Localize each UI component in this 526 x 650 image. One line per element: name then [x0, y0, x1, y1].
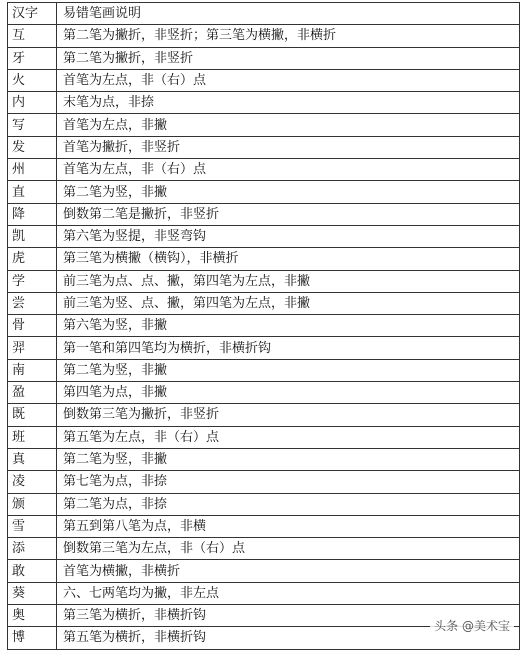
character-cell: 凯: [8, 225, 57, 247]
explanation-cell: 前三笔为竖、点、撇，第四笔为左点，非撇: [57, 292, 520, 314]
explanation-cell: 第二笔为撇折，非竖折；第三笔为横撇，非横折: [57, 25, 520, 47]
character-cell: 学: [8, 270, 57, 292]
table-row: [8, 448, 520, 470]
explanation-cell: 第四笔为点，非撇: [57, 382, 520, 404]
character-cell: 虎: [8, 248, 57, 270]
table-header-row: [8, 3, 520, 25]
character-cell: 颁: [8, 493, 57, 515]
explanation-cell: 第六笔为竖提，非竖弯钩: [57, 225, 520, 247]
character-cell: 雪: [8, 515, 57, 537]
character-cell: 互: [8, 25, 57, 47]
watermark: 头条 @美术宝: [430, 616, 514, 635]
table-row: [8, 114, 520, 136]
character-cell: 直: [8, 181, 57, 203]
character-cell: 既: [8, 404, 57, 426]
explanation-cell: 第二笔为竖，非撇: [57, 448, 520, 470]
explanation-cell: 六、七两笔均为撇，非左点: [57, 582, 520, 604]
table-row: [8, 292, 520, 314]
explanation-cell: 第五到第八笔为点，非横: [57, 515, 520, 537]
table-row: [8, 538, 520, 560]
table-row: [8, 270, 520, 292]
table-row: [8, 515, 520, 537]
explanation-cell: 第六笔为竖，非撇: [57, 315, 520, 337]
explanation-cell: 第二笔为点，非捺: [57, 493, 520, 515]
table-row: [8, 471, 520, 493]
character-cell: 添: [8, 538, 57, 560]
explanation-cell: 倒数第二笔是撇折，非竖折: [57, 203, 520, 225]
character-cell: 盈: [8, 382, 57, 404]
explanation-cell: 前三笔为点、点、撇，第四笔为左点，非撇: [57, 270, 520, 292]
explanation-cell: 首笔为左点，非（右）点: [57, 69, 520, 91]
character-cell: 班: [8, 426, 57, 448]
character-cell: 尝: [8, 292, 57, 314]
explanation-cell: 第三笔为横折，非横折钩: [57, 605, 520, 627]
character-cell: 葵: [8, 582, 57, 604]
table-row: [8, 181, 520, 203]
explanation-cell: 倒数第三笔为左点，非（右）点: [57, 538, 520, 560]
explanation-cell: 第七笔为点，非捺: [57, 471, 520, 493]
explanation-cell: 第二笔为撇折，非竖折: [57, 47, 520, 69]
table-row: [8, 315, 520, 337]
table-row: [8, 337, 520, 359]
character-cell: 降: [8, 203, 57, 225]
explanation-cell: 第三笔为横撇（横钩），非横折: [57, 248, 520, 270]
table-row: [8, 136, 520, 158]
character-cell: 发: [8, 136, 57, 158]
header-explanation: 易错笔画说明: [57, 3, 520, 25]
table-row: [8, 248, 520, 270]
explanation-cell: 首笔为左点，非撇: [57, 114, 520, 136]
table-row: [8, 404, 520, 426]
table-row: [8, 225, 520, 247]
table-row: [8, 560, 520, 582]
table-row: [8, 359, 520, 381]
table-row: [8, 382, 520, 404]
explanation-cell: 第二笔为竖，非撇: [57, 181, 520, 203]
character-cell: 奥: [8, 605, 57, 627]
explanation-cell: 第五笔为左点，非（右）点: [57, 426, 520, 448]
table-row: [8, 25, 520, 47]
character-cell: 羿: [8, 337, 57, 359]
table-row: [8, 69, 520, 91]
stroke-error-table: [7, 2, 520, 650]
table-row: [8, 493, 520, 515]
table-row: [8, 582, 520, 604]
explanation-cell: 倒数第三笔为撇折，非竖折: [57, 404, 520, 426]
table-row: [8, 47, 520, 69]
character-cell: 博: [8, 627, 57, 649]
header-character: 汉字: [8, 3, 57, 25]
explanation-cell: 第五笔为横折，非横折钩: [57, 627, 520, 649]
character-cell: 凌: [8, 471, 57, 493]
character-cell: 写: [8, 114, 57, 136]
character-cell: 真: [8, 448, 57, 470]
explanation-cell: 第二笔为竖，非撇: [57, 359, 520, 381]
explanation-cell: 末笔为点，非捺: [57, 92, 520, 114]
character-cell: 敢: [8, 560, 57, 582]
explanation-cell: 第一笔和第四笔均为横折，非横折钩: [57, 337, 520, 359]
table-body: [8, 3, 520, 650]
table-row: [8, 203, 520, 225]
table-row: [8, 426, 520, 448]
table-row: [8, 92, 520, 114]
table-row: [8, 159, 520, 181]
character-cell: 南: [8, 359, 57, 381]
explanation-cell: 首笔为左点，非（右）点: [57, 159, 520, 181]
character-cell: 内: [8, 92, 57, 114]
character-cell: 骨: [8, 315, 57, 337]
character-cell: 州: [8, 159, 57, 181]
character-cell: 火: [8, 69, 57, 91]
explanation-cell: 首笔为撇折，非竖折: [57, 136, 520, 158]
explanation-cell: 首笔为横撇，非横折: [57, 560, 520, 582]
character-cell: 牙: [8, 47, 57, 69]
